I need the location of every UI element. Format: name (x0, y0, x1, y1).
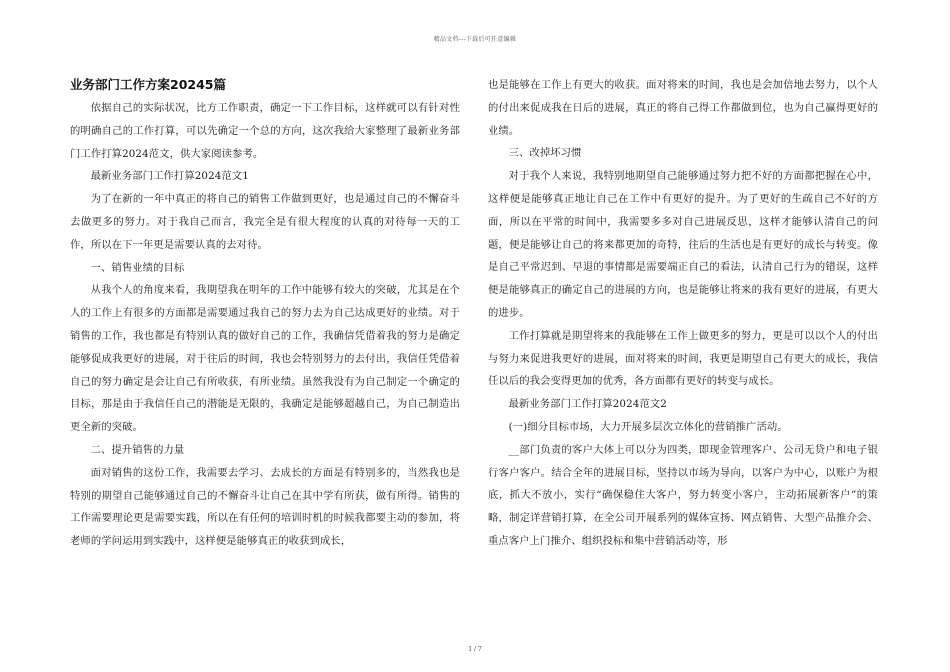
section-heading-sample-1: 最新业务部门工作打算2024范文1 (90, 170, 249, 183)
section-heading-sample-2: 最新业务部门工作打算2024范文2 (508, 398, 667, 411)
body-paragraph-continued: 也是能够在工作上有更大的收获。面对将来的时间，我也是会加倍地去努力，以个人的付出来促成我在日后的进展，真正的将自己得工作都做到位，也为自己赢得更好的业绩。 (488, 79, 878, 137)
left-column (70, 74, 460, 553)
right-column (488, 74, 878, 553)
body-paragraph: 为了在新的一年中真正的将自己的销售工作做到更好，也是通过自己的不懈奋斗去做更多的努力。对于我自己而言，我完全是有很大程度的认真的对待每一天的工作，所以在下一年更是需要认真的去对待。 (70, 193, 460, 251)
page-number: 1 / 7 (468, 646, 482, 653)
body-paragraph: 面对销售的这份工作，我需要去学习、去成长的方面是有特别多的，当然我也是特别的期望自己能够通过自己的不懈奋斗让自己在其中学有所获，做有所得。销售的工作需要理论更是需要实践，所以在有任何的培训时机的时候我都要主动的参加，将老师的学问运用到实践中，这样便是能够真正的收获到成长， (70, 466, 460, 548)
body-paragraph: 对于我个人来说，我特别地期望自己能够通过努力把不好的方面都把握在心中，这样便是能够真正地让自己在工作中有更好的提升。为了更好的生疏自己不好的方面，所以在平常的时间中，我需要多多对自己进展反思，这样才能够认清自己的问题，便是能够让自己的将来都更加的奇特，往后的生活也是有更好的成长与转变。像是自己平常迟到、早退的事情都是需要端正自己的看法，认清自己行为的错误，这样便是能够真正的确定自己的进展的方向，也是能够让将来的我有更好的进展，有更大的进步。 (488, 170, 878, 319)
body-paragraph: 工作打算就是期望将来的我能够在工作上做更多的努力，更是可以以个人的付出与努力来促进我更好的进展，面对将来的时间，我更是期望自己有更大的成长，我信任以后的我会变得更加的优秀，各方面都有更好的转变与成长。 (488, 329, 878, 388)
body-paragraph: 从我个人的角度来看，我期望我在明年的工作中能够有较大的突破，尤其是在个人的工作上有很多的方面都是需要通过我自己的努力去为自己达成更好的业绩。对于销售的工作，我也都是有特别认真的做好自己的工作，我确信凭借着我的努力是确定能够促成我更好的进展，对于往后的时间，我也会特别努力的去付出，我信任凭借着自己的努力确定是会让自己有所收获，有所业绩。虽然我没有为自己制定一个确定的目标，那是由于我信任自己的潜能是无限的，我确定是能够超越自己，为自己制造出更全新的突破。 (70, 284, 460, 434)
body-paragraph: __部门负责的客户大体上可以分为四类，即现金管理客户、公司无贷户和电子银行客户客户。结合全年的进展目标，坚持以市场为导向，以客户为中心，以账户为根底，抓大不放小，实行“确保稳住大客户，努力转变小客户，主动拓展新客户”的策略，制定详营销打算，在全公司开展系列的媒体宣扬、网点销售、大型产品推介会、重点客户上门推介、组织投标和集中营销活动等，形 (488, 443, 878, 547)
intro-paragraph: 依据自己的实际状况，比方工作职责，确定一下工作目标，这样就可以有针对性的明确自己的工作打算，可以先确定一个总的方向，这次我给大家整理了最新业务部门工作打算2024范文，供大家阅读参考。 (70, 102, 460, 160)
subheading-bad-habits: 三、改掉坏习惯 (508, 147, 582, 160)
subheading-target-market: (一)细分目标市场，大力开展多层次立体化的营销推广活动。 (508, 420, 788, 433)
document-title: 业务部门工作方案20245篇 (70, 77, 226, 92)
subheading-sales-ability: 二、提升销售的力量 (90, 443, 185, 456)
page-header: 精品文档---下载后可任意编辑 (433, 36, 517, 43)
subheading-sales-target: 一、销售业绩的目标 (90, 261, 185, 274)
